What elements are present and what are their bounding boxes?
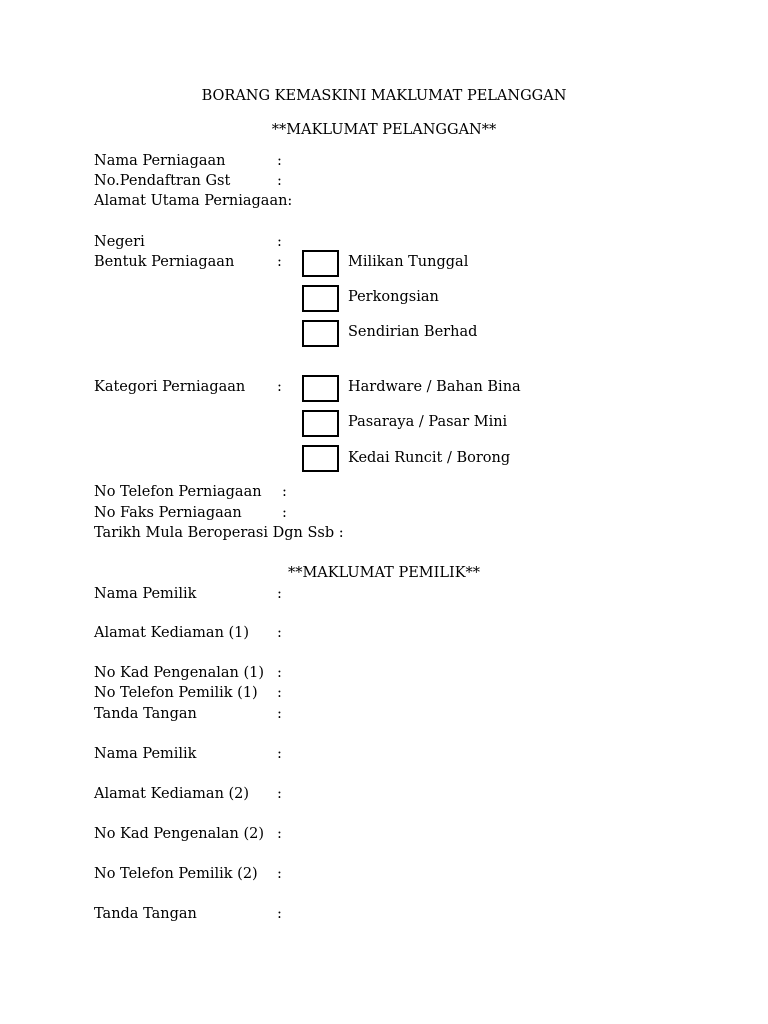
colon-separator: :	[277, 234, 282, 250]
colon-separator: :	[277, 254, 282, 270]
label-no-kad-pengenalan-2: No Kad Pengenalan (2)	[94, 826, 265, 842]
colon-separator: :	[277, 173, 282, 189]
option-perkongsian: Perkongsian	[348, 289, 439, 305]
colon-separator: :	[282, 484, 287, 500]
colon-separator: :	[277, 866, 282, 882]
label-nama-perniagaan: Nama Perniagaan	[94, 153, 226, 169]
checkbox-pasaraya-pasar-mini[interactable]	[302, 410, 339, 437]
colon-separator: :	[277, 786, 282, 802]
label-no-telefon-perniagaan: No Telefon Perniagaan	[94, 484, 262, 500]
label-no-faks-perniagaan: No Faks Perniagaan	[94, 505, 242, 521]
colon-separator: :	[277, 625, 282, 641]
label-alamat-kediaman-2: Alamat Kediaman (2)	[94, 786, 250, 802]
option-sendirian-berhad: Sendirian Berhad	[348, 324, 478, 340]
colon-separator: :	[277, 826, 282, 842]
owner-section-heading: **MAKLUMAT PEMILIK**	[287, 565, 481, 581]
label-alamat-kediaman-1: Alamat Kediaman (1)	[94, 625, 250, 641]
label-tarikh-mula-beroperasi: Tarikh Mula Beroperasi Dgn Ssb :	[94, 525, 344, 541]
checkbox-hardware-bahan-bina[interactable]	[302, 375, 339, 402]
option-pasaraya-pasar-mini: Pasaraya / Pasar Mini	[348, 414, 508, 430]
colon-separator: :	[282, 505, 287, 521]
colon-separator: :	[277, 706, 282, 722]
label-no-telefon-pemilik-1: No Telefon Pemilik (1)	[94, 685, 258, 701]
colon-separator: :	[277, 665, 282, 681]
checkbox-milikan-tunggal[interactable]	[302, 250, 339, 277]
colon-separator: :	[277, 746, 282, 762]
label-alamat-utama-perniagaan: Alamat Utama Perniagaan:	[94, 193, 293, 209]
colon-separator: :	[277, 586, 282, 602]
label-no-pendaftaran-gst: No.Pendaftran Gst	[94, 173, 231, 189]
form-title: BORANG KEMASKINI MAKLUMAT PELANGGAN	[201, 88, 567, 104]
label-bentuk-perniagaan: Bentuk Perniagaan	[94, 254, 235, 270]
label-nama-pemilik-2: Nama Pemilik	[94, 746, 197, 762]
label-kategori-perniagaan: Kategori Perniagaan	[94, 379, 246, 395]
colon-separator: :	[277, 906, 282, 922]
label-tanda-tangan-1: Tanda Tangan	[94, 706, 197, 722]
option-kedai-runcit-borong: Kedai Runcit / Borong	[348, 450, 511, 466]
checkbox-perkongsian[interactable]	[302, 285, 339, 312]
colon-separator: :	[277, 379, 282, 395]
checkbox-kedai-runcit-borong[interactable]	[302, 445, 339, 472]
label-tanda-tangan-2: Tanda Tangan	[94, 906, 197, 922]
customer-section-heading: **MAKLUMAT PELANGGAN**	[271, 122, 497, 138]
label-negeri: Negeri	[94, 234, 145, 250]
label-no-telefon-pemilik-2: No Telefon Pemilik (2)	[94, 866, 258, 882]
option-milikan-tunggal: Milikan Tunggal	[348, 254, 469, 270]
label-nama-pemilik-1: Nama Pemilik	[94, 586, 197, 602]
option-hardware-bahan-bina: Hardware / Bahan Bina	[348, 379, 521, 395]
colon-separator: :	[277, 685, 282, 701]
colon-separator: :	[277, 153, 282, 169]
checkbox-sendirian-berhad[interactable]	[302, 320, 339, 347]
label-no-kad-pengenalan-1: No Kad Pengenalan (1)	[94, 665, 265, 681]
